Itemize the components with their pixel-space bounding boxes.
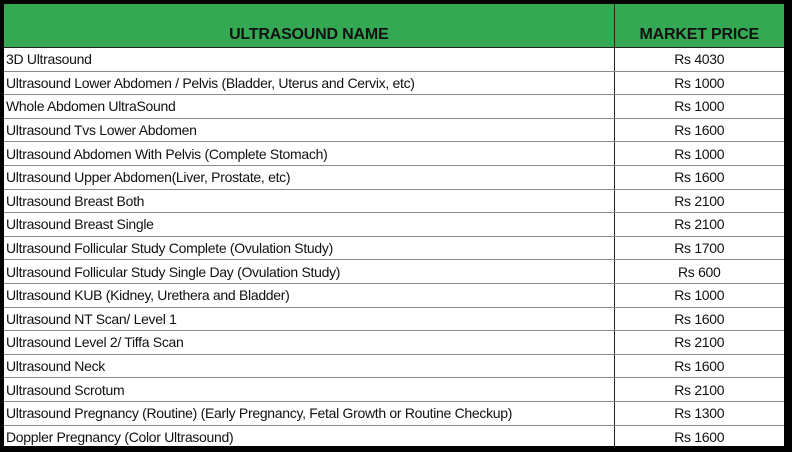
table-row [4,378,784,402]
market-price-cell: Rs 1000 [614,283,784,307]
table-row [4,331,784,355]
table-row [4,425,784,448]
table-row [4,236,784,260]
market-price-cell: Rs 1600 [614,165,784,189]
ultrasound-price-table [4,4,784,448]
table-row [4,165,784,189]
market-price-cell: Rs 1300 [614,401,784,425]
market-price-cell: Rs 1600 [614,118,784,142]
market-price-cell: Rs 1700 [614,236,784,260]
table-row [4,71,784,95]
price-table-frame [4,4,788,446]
ultrasound-name-cell: Ultrasound Scrotum [4,378,614,402]
market-price-cell: Rs 2100 [614,213,784,237]
header-ultrasound-name: ULTRASOUND NAME [4,4,614,48]
market-price-cell: Rs 1000 [614,142,784,166]
ultrasound-name-cell: Ultrasound Neck [4,354,614,378]
table-row [4,95,784,119]
table-row [4,260,784,284]
ultrasound-name-cell: Ultrasound KUB (Kidney, Urethera and Bladder) [4,283,614,307]
ultrasound-name-cell: Ultrasound Follicular Study Single Day (Ovulation Study) [4,260,614,284]
table-row [4,401,784,425]
market-price-cell: Rs 1000 [614,71,784,95]
market-price-cell: Rs 1600 [674,428,725,445]
ultrasound-name-cell: Ultrasound Lower Abdomen / Pelvis (Bladder, Uterus and Cervix, etc) [4,71,614,95]
market-price-cell: Rs 2100 [614,331,784,355]
market-price-cell: Rs 1000 [614,95,784,119]
ultrasound-name-cell: Ultrasound Level 2/ Tiffa Scan [4,331,614,355]
table-row [4,189,784,213]
ultrasound-name-cell: Ultrasound Breast Both [4,189,614,213]
ultrasound-name-cell: Ultrasound Tvs Lower Abdomen [4,118,614,142]
ultrasound-name-cell: Ultrasound NT Scan/ Level 1 [4,307,614,331]
ultrasound-name-cell: 3D Ultrasound [4,48,614,72]
table-row [4,283,784,307]
table-row [4,142,784,166]
ultrasound-name-cell: Doppler Pregnancy (Color Ultrasound) [4,425,614,448]
ultrasound-name-cell: Ultrasound Breast Single [4,213,614,237]
market-price-cell: Rs 1600 [614,307,784,331]
table-row [4,307,784,331]
header-market-price: MARKET PRICE [614,4,784,48]
ultrasound-name-cell: Ultrasound Abdomen With Pelvis (Complete Stomach) [4,142,614,166]
table-row [4,213,784,237]
ultrasound-name-cell: Ultrasound Pregnancy (Routine) (Early Pregnancy, Fetal Growth or Routine Checkup) [4,401,614,425]
market-price-cell: Rs 1600 [614,354,784,378]
table-row [4,48,784,72]
ultrasound-name-cell: Ultrasound Follicular Study Complete (Ovulation Study) [4,236,614,260]
ultrasound-name-cell: Ultrasound Upper Abdomen(Liver, Prostate, etc) [4,165,614,189]
table-row [4,118,784,142]
ultrasound-name-cell: Whole Abdomen UltraSound [4,95,614,119]
market-price-cell: Rs 600 [614,260,784,284]
market-price-cell: Rs 2100 [614,378,784,402]
table-row [4,354,784,378]
market-price-cell: Rs 2100 [614,189,784,213]
market-price-cell: Rs 4030 [614,48,784,72]
table-header-row [4,4,784,48]
